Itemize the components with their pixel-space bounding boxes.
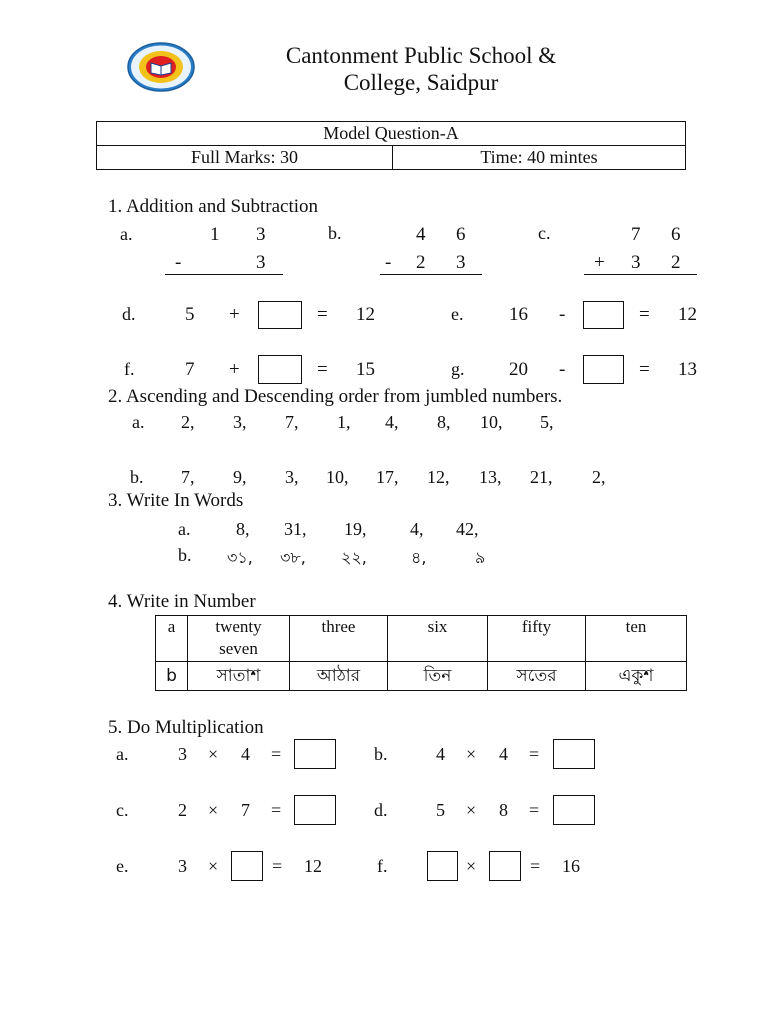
q2a-number: 5, (540, 412, 554, 432)
q4-cell: twenty seven (188, 616, 290, 662)
q4-cell: সাতাশ (188, 662, 290, 691)
q2b-label: b. (130, 467, 144, 487)
q1d-equals: = (317, 304, 328, 325)
q1f-result: 15 (356, 359, 375, 380)
q1a-underline (165, 274, 283, 275)
q1g-number: 20 (509, 359, 528, 380)
q1e-operator: - (559, 304, 566, 325)
q1e-result: 12 (678, 304, 697, 325)
q1c-bottom-digit1: 3 (631, 252, 641, 273)
q1e-answer-box[interactable] (583, 301, 624, 329)
table-row (156, 662, 687, 691)
q5c-answer-box[interactable] (294, 795, 336, 825)
q1d-label: d. (122, 304, 136, 324)
q5f-equals: = (530, 856, 541, 876)
q2b-number: 9, (233, 467, 247, 487)
q5c-number1: 2 (178, 800, 187, 820)
q5a-label: a. (116, 744, 129, 764)
q1-title: 1. Addition and Subtraction (108, 196, 319, 217)
q1a-operator: - (175, 252, 182, 273)
q4-row-label: a (156, 616, 188, 662)
q1d-result: 12 (356, 304, 375, 325)
q1a-top-digit2: 3 (256, 224, 266, 245)
q2a-number: 4, (385, 412, 399, 432)
q1g-answer-box[interactable] (583, 355, 624, 384)
q1g-equals: = (639, 359, 650, 380)
q5b-label: b. (374, 744, 388, 764)
q5c-times: × (208, 800, 219, 820)
q3b-number: ৩৮, (280, 548, 306, 567)
q3a-number: 8, (236, 519, 250, 539)
q5a-answer-box[interactable] (294, 739, 336, 769)
q5d-equals: = (529, 800, 540, 820)
q2b-number: 17, (376, 467, 399, 487)
q4-cell: ten (586, 616, 687, 662)
q1e-equals: = (639, 304, 650, 325)
q1g-result: 13 (678, 359, 697, 380)
time-limit: Time: 40 mintes (393, 146, 686, 170)
q2b-number: 10, (326, 467, 349, 487)
q5a-number2: 4 (241, 744, 250, 764)
q5d-times: × (466, 800, 477, 820)
q5e-times: × (208, 856, 219, 876)
q3a-label: a. (178, 519, 191, 539)
q4-cell: six (388, 616, 488, 662)
q1b-label: b. (328, 223, 342, 243)
q1f-equals: = (317, 359, 328, 380)
q3a-number: 31, (284, 519, 307, 539)
q5d-number1: 5 (436, 800, 445, 820)
q1b-top-digit1: 4 (416, 224, 426, 245)
q2b-number: 7, (181, 467, 195, 487)
q4-cell: আঠার (290, 662, 388, 691)
q5f-times: × (466, 856, 477, 876)
q1d-operator: + (229, 304, 240, 325)
q5b-answer-box[interactable] (553, 739, 595, 769)
q4-cell: সতের (488, 662, 586, 691)
q5e-label: e. (116, 856, 129, 876)
q1a-bottom: 3 (256, 252, 266, 273)
q2a-number: 8, (437, 412, 451, 432)
q2a-number: 1, (337, 412, 351, 432)
table-row (156, 616, 687, 662)
q2a-label: a. (132, 412, 145, 432)
school-name-line2: College, Saidpur (343, 70, 499, 95)
q1a-label: a. (120, 224, 133, 244)
q5-title: 5. Do Multiplication (108, 717, 264, 738)
q1d-number: 5 (185, 304, 195, 325)
q5d-answer-box[interactable] (553, 795, 595, 825)
q3b-number: ৯ (475, 548, 486, 567)
q5b-number2: 4 (499, 744, 508, 764)
q1c-operator: + (594, 252, 605, 273)
q2a-number: 7, (285, 412, 299, 432)
q2a-number: 2, (181, 412, 195, 432)
q1g-operator: - (559, 359, 566, 380)
q4-title: 4. Write in Number (108, 591, 256, 612)
q5f-result: 16 (562, 856, 580, 876)
q3b-number: ৪, (411, 548, 427, 567)
q4-cell: fifty (488, 616, 586, 662)
q3b-number: ৩১, (227, 548, 253, 567)
q5f-label: f. (377, 856, 388, 876)
q1b-operator: - (385, 252, 392, 273)
q2-title: 2. Ascending and Descending order from jumbled numbers. (108, 386, 563, 407)
q1f-operator: + (229, 359, 240, 380)
exam-info-table (96, 121, 686, 170)
q5b-equals: = (529, 744, 540, 764)
q2b-number: 2, (592, 467, 606, 487)
q1f-answer-box[interactable] (258, 355, 302, 384)
q1a-top-digit1: 1 (210, 224, 220, 245)
school-logo (127, 42, 195, 92)
q1f-label: f. (124, 359, 135, 379)
q5e-number1: 3 (178, 856, 187, 876)
q2b-number: 12, (427, 467, 450, 487)
q3a-number: 19, (344, 519, 367, 539)
q2a-number: 10, (480, 412, 503, 432)
q5a-times: × (208, 744, 219, 764)
q5f-answer-box-1[interactable] (427, 851, 458, 881)
q1d-answer-box[interactable] (258, 301, 302, 329)
q1f-number: 7 (185, 359, 195, 380)
q5b-number1: 4 (436, 744, 445, 764)
q3b-label: b. (178, 545, 192, 565)
q4-cell: three (290, 616, 388, 662)
q4-cell: একুশ (586, 662, 687, 691)
q1b-top-digit2: 6 (456, 224, 466, 245)
q1c-underline (584, 274, 697, 275)
q2b-number: 21, (530, 467, 553, 487)
q1c-label: c. (538, 223, 551, 243)
q1b-bottom-digit1: 2 (416, 252, 426, 273)
q2a-number: 3, (233, 412, 247, 432)
q2b-number: 3, (285, 467, 299, 487)
q3-title: 3. Write In Words (108, 490, 244, 511)
q1g-label: g. (451, 359, 465, 379)
q5e-result: 12 (304, 856, 322, 876)
q5f-answer-box-2[interactable] (489, 851, 521, 881)
q1e-label: e. (451, 304, 464, 324)
q5d-number2: 8 (499, 800, 508, 820)
q5a-number1: 3 (178, 744, 187, 764)
q2b-number: 13, (479, 467, 502, 487)
exam-title: Model Question-A (97, 122, 686, 146)
q5c-label: c. (116, 800, 129, 820)
q4-table (155, 615, 687, 691)
school-name-line1: Cantonment Public School & (285, 43, 557, 68)
q5e-answer-box[interactable] (231, 851, 263, 881)
q5d-label: d. (374, 800, 388, 820)
q5e-equals: = (272, 856, 283, 876)
q1c-top-digit2: 6 (671, 224, 681, 245)
q3b-number: ২২, (341, 548, 367, 567)
q5c-number2: 7 (241, 800, 250, 820)
full-marks: Full Marks: 30 (97, 146, 393, 170)
q1b-underline (380, 274, 482, 275)
q1c-top-digit1: 7 (631, 224, 641, 245)
q4-row-label: b (156, 662, 188, 691)
q5c-equals: = (271, 800, 282, 820)
q4-cell: তিন (388, 662, 488, 691)
q1e-number: 16 (509, 304, 528, 325)
q5b-times: × (466, 744, 477, 764)
q1b-bottom-digit2: 3 (456, 252, 466, 273)
q3a-number: 42, (456, 519, 479, 539)
q3a-number: 4, (410, 519, 424, 539)
q1c-bottom-digit2: 2 (671, 252, 681, 273)
q5a-equals: = (271, 744, 282, 764)
